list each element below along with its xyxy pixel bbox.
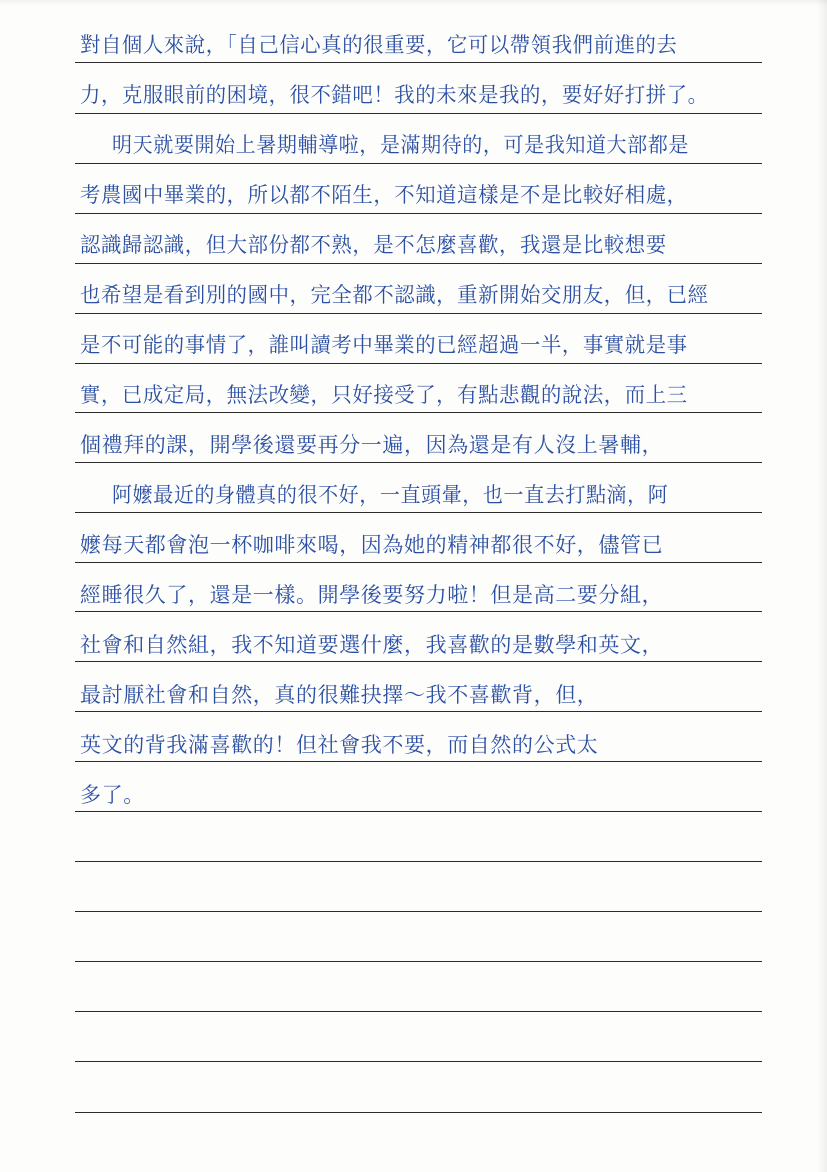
handwritten-line-11: 嬤每天都會泡一杯咖啡來喝，因為她的精神都很不好，儘管已: [80, 533, 664, 557]
ruled-line: [75, 313, 762, 314]
handwritten-line-14: 最討厭社會和自然，真的很難抉擇～我不喜歡背，但，: [80, 683, 599, 707]
ruled-line: [75, 163, 762, 164]
handwritten-line-9: 個禮拜的課，開學後還要再分一遍，因為還是有人沒上暑輔，: [80, 433, 664, 457]
handwritten-line-13: 社會和自然組，我不知道要選什麼，我喜歡的是數學和英文，: [80, 633, 664, 657]
ruled-line: [75, 562, 762, 563]
handwritten-line-2: 力，克服眼前的困境，很不錯吧！我的未來是我的，要好好打拼了。: [80, 83, 709, 107]
handwritten-line-12: 經睡很久了，還是一樣。開學後要努力啦！但是高二要分組，: [80, 583, 664, 607]
ruled-line: [75, 961, 762, 962]
ruled-line: [75, 911, 762, 912]
handwritten-line-4: 考農國中畢業的，所以都不陌生，不知道這樣是不是比較好相處，: [80, 183, 688, 207]
handwritten-line-6: 也希望是看到別的國中，完全都不認識，重新開始交朋友，但，已經: [80, 283, 709, 307]
ruled-line: [75, 363, 762, 364]
ruled-line: [75, 1061, 762, 1062]
ruled-line: [75, 263, 762, 264]
ruled-line: [75, 1011, 762, 1012]
ruled-line: [75, 1112, 762, 1113]
ruled-line: [75, 462, 762, 463]
handwritten-line-5: 認識歸認識，但大部份都不熟，是不怎麼喜歡，我還是比較想要: [80, 233, 667, 257]
handwritten-line-1: 對自個人來說，「自己信心真的很重要，它可以帶領我們前進的去: [80, 33, 678, 57]
handwritten-line-7: 是不可能的事情了，誰叫讀考中畢業的已經超過一半，事實就是事: [80, 333, 688, 357]
ruled-line: [75, 113, 762, 114]
ruled-line: [75, 412, 762, 413]
scan-shadow-top: [0, 0, 827, 6]
handwritten-line-8: 實，已成定局，無法改變，只好接受了，有點悲觀的說法，而上三: [80, 383, 688, 407]
ruled-line: [75, 861, 762, 862]
handwritten-line-3: 明天就要開始上暑期輔導啦，是滿期待的，可是我知道大部都是: [112, 133, 689, 157]
handwritten-line-16: 多了。: [80, 783, 145, 807]
ruled-line: [75, 62, 762, 63]
scan-shadow-right: [817, 0, 827, 1172]
handwritten-line-15: 英文的背我滿喜歡的！但社會我不要，而自然的公式太: [80, 733, 599, 757]
ruled-line: [75, 512, 762, 513]
ruled-line: [75, 213, 762, 214]
handwritten-line-10: 阿嬤最近的身體真的很不好，一直頭暈，也一直去打點滴，阿: [112, 483, 669, 507]
